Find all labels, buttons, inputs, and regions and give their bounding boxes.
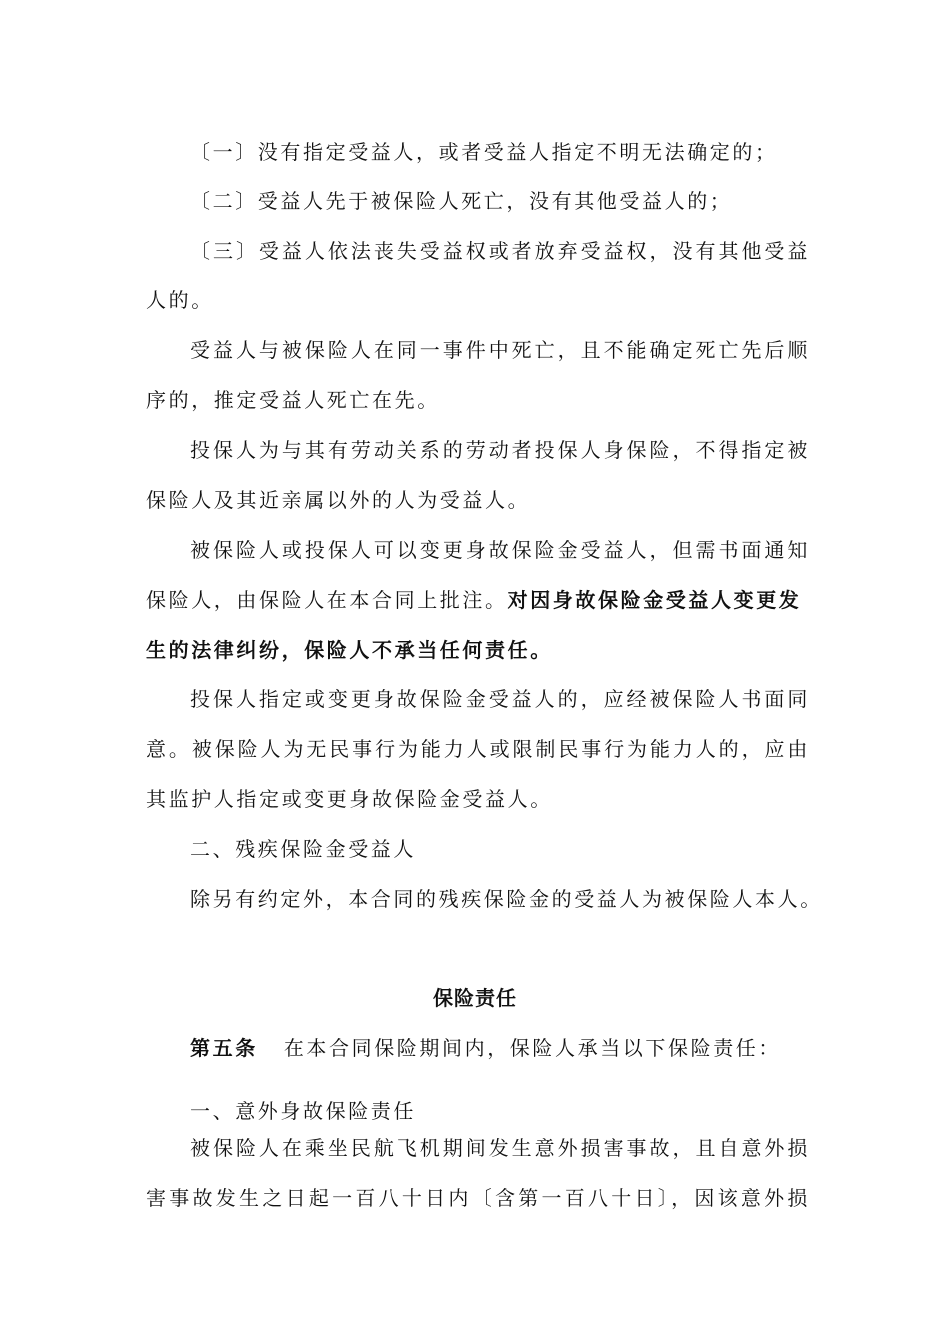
article-five <box>190 1034 810 1062</box>
paragraph-simultaneous-death-line-2: 序的，推定受益人死亡在先。 <box>146 388 440 412</box>
article-number: 第五条 <box>190 1036 258 1060</box>
section-title-insurance-liability: 保险责任 <box>433 986 517 1010</box>
section-heading-accidental-death: 一、意外身故保险责任 <box>190 1099 416 1123</box>
clause-item-3-line-2: 人的。 <box>146 288 214 312</box>
clause-item-1: 〔一〕没有指定受益人，或者受益人指定不明无法确定的； <box>190 140 778 164</box>
article-five-text: 在本合同保险期间内，保险人承当以下保险责任： <box>283 1036 782 1060</box>
beneficiary-change-text: 保险人，由保险人在本合同上批注。 <box>146 588 508 612</box>
paragraph-disability-beneficiary: 除另有约定外，本合同的残疾保险金的受益人为被保险人本人。 <box>190 887 823 911</box>
paragraph-employer-policy-line-1: 投保人为与其有劳动关系的劳动者投保人身保险，不得指定被 <box>190 438 810 462</box>
clause-item-2: 〔二〕受益人先于被保险人死亡，没有其他受益人的； <box>190 189 733 213</box>
paragraph-guardian-line-1: 投保人指定或变更身故保险金受益人的，应经被保险人书面同 <box>190 687 810 711</box>
paragraph-guardian-line-3: 其监护人指定或变更身故保险金受益人。 <box>146 787 553 811</box>
paragraph-accidental-death-line-1: 被保险人在乘坐民航飞机期间发生意外损害事故，且自意外损 <box>190 1136 810 1160</box>
section-heading-disability-beneficiary: 二、残疾保险金受益人 <box>190 837 416 861</box>
clause-item-3-line-1: 〔三〕受益人依法丧失受益权或者放弃受益权，没有其他受益 <box>190 239 810 263</box>
paragraph-beneficiary-change-line-1: 被保险人或投保人可以变更身故保险金受益人，但需书面通知 <box>190 538 810 562</box>
disclaimer-bold-text: 对因身故保险金受益人变更发 <box>507 588 802 612</box>
paragraph-accidental-death-line-2: 害事故发生之日起一百八十日内〔含第一百八十日〕，因该意外损 <box>146 1186 810 1210</box>
paragraph-employer-policy-line-2: 保险人及其近亲属以外的人为受益人。 <box>146 488 531 512</box>
paragraph-simultaneous-death-line-1: 受益人与被保险人在同一事件中死亡，且不能确定死亡先后顺 <box>190 338 810 362</box>
paragraph-beneficiary-change-line-3: 生的法律纠纷，保险人不承当任何责任。 <box>146 638 553 662</box>
paragraph-beneficiary-change-line-2 <box>146 586 810 614</box>
paragraph-guardian-line-2: 意。被保险人为无民事行为能力人或限制民事行为能力人的，应由 <box>146 737 810 761</box>
